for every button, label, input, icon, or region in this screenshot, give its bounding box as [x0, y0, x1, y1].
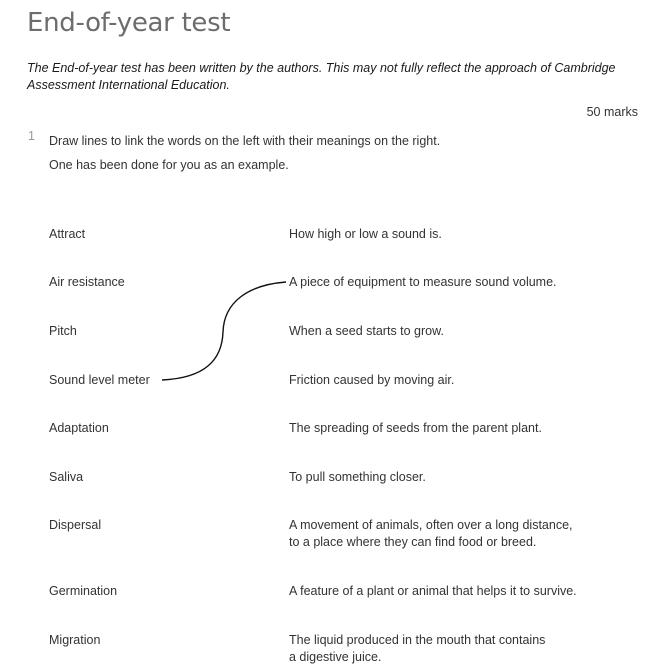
meaning-line: The liquid produced in the mouth that contains: [289, 633, 546, 647]
word-item[interactable]: Pitch: [49, 324, 77, 338]
word-item[interactable]: Migration: [49, 633, 101, 647]
question-number: 1: [28, 129, 35, 143]
word-item[interactable]: Germination: [49, 584, 118, 598]
total-marks: 50 marks: [586, 105, 638, 119]
meaning-line: The spreading of seeds from the parent plant.: [289, 421, 542, 435]
word-item[interactable]: Attract: [49, 227, 86, 241]
word-item[interactable]: Adaptation: [49, 421, 109, 435]
page-title: End-of-year test: [27, 8, 231, 38]
question-example-note: One has been done for you as an example.: [49, 158, 289, 172]
meaning-line: a digestive juice.: [289, 650, 382, 664]
word-item[interactable]: Saliva: [49, 470, 84, 484]
meaning-line: When a seed starts to grow.: [289, 324, 444, 338]
word-item[interactable]: Sound level meter: [49, 373, 150, 387]
word-item[interactable]: Air resistance: [49, 275, 125, 289]
meaning-line: Friction caused by moving air.: [289, 373, 455, 387]
meaning-line: A movement of animals, often over a long distance,: [289, 518, 573, 532]
question-instruction: Draw lines to link the words on the left with their meanings on the right.: [49, 134, 441, 148]
meaning-line: How high or low a sound is.: [289, 227, 442, 241]
word-item[interactable]: Dispersal: [49, 518, 102, 532]
intro-note: The End-of-year test has been written by the authors. This may not fully reflect the approach of Cambridge Assessment International Education.: [27, 61, 616, 92]
meaning-line: A feature of a plant or animal that helps it to survive.: [289, 584, 577, 598]
meaning-line: To pull something closer.: [289, 470, 426, 484]
meaning-line: A piece of equipment to measure sound volume.: [289, 275, 557, 289]
meaning-line: to a place where they can find food or breed.: [289, 535, 537, 549]
